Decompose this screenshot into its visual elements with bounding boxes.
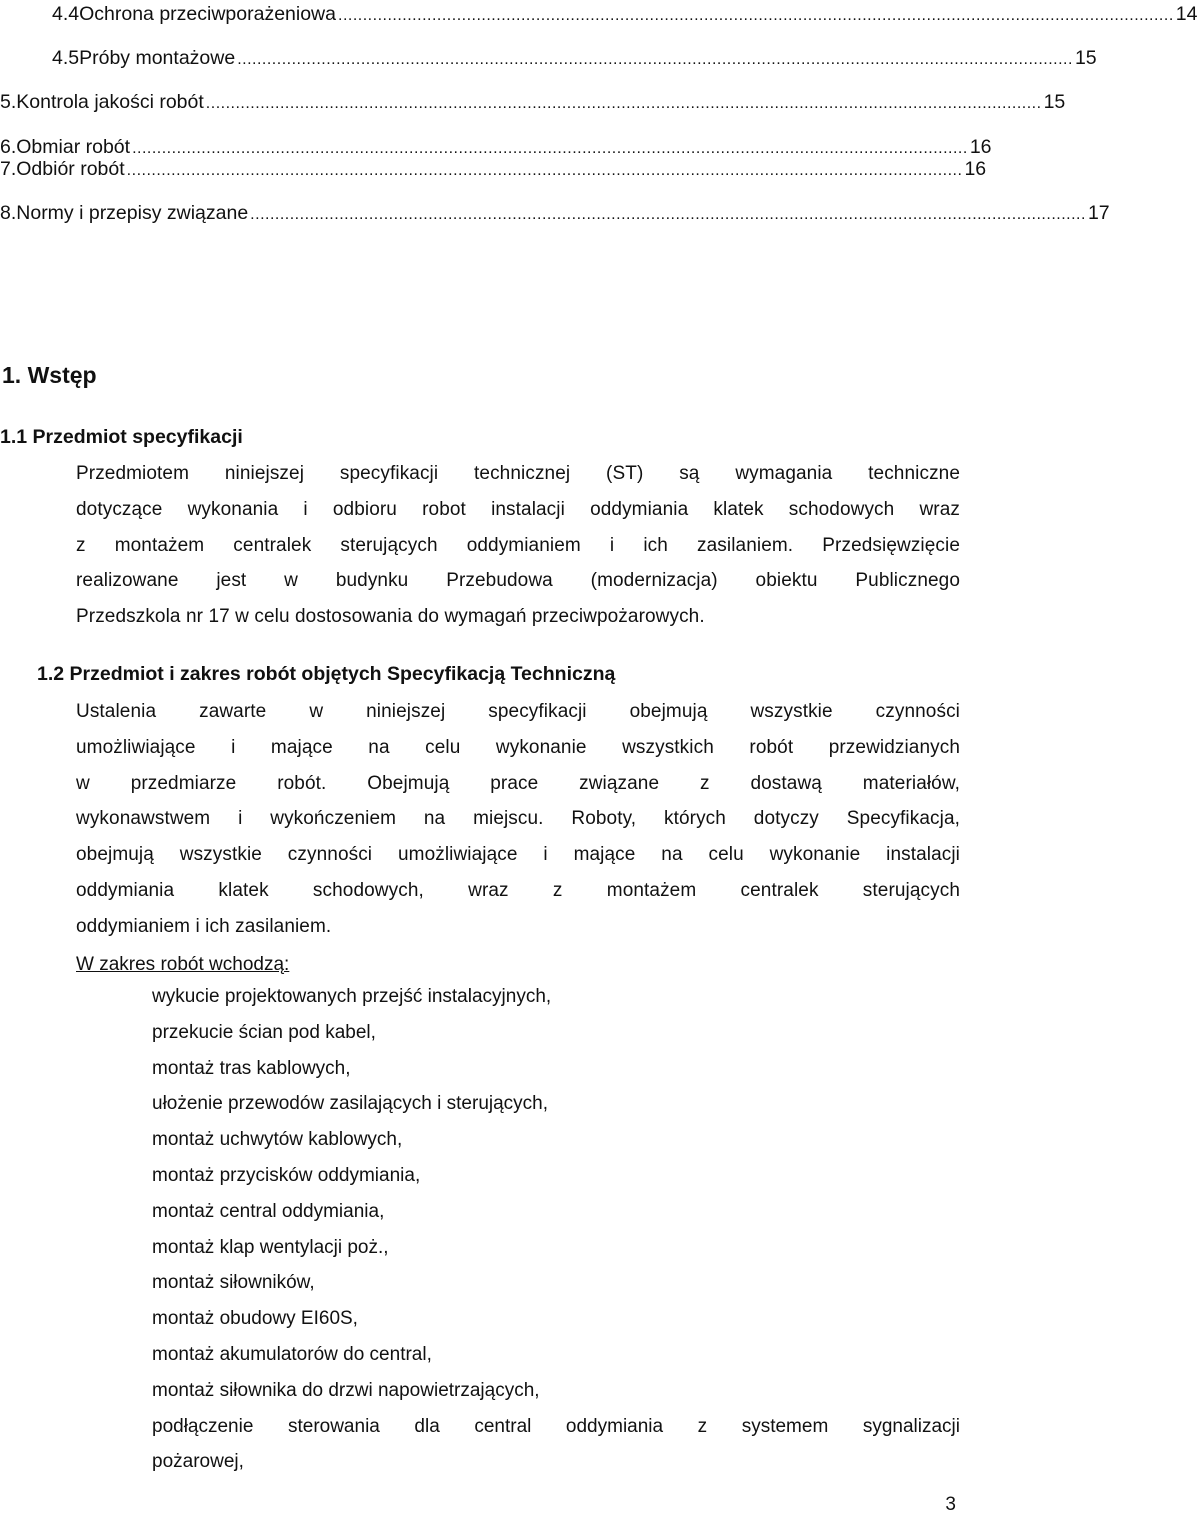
- toc-entry[interactable]: [0, 195, 1110, 231]
- paragraph-line: w przedmiarze robót. Obejmują prace związane z dostawą materiałów,: [76, 772, 960, 794]
- toc-entry-title: Próby montażowe: [79, 47, 236, 69]
- toc-entry[interactable]: [52, 0, 1197, 32]
- paragraph-line: realizowane jest w budynku Przebudowa (modernizacja) obiektu Publicznego: [76, 570, 960, 592]
- list-item: montaż central oddymiania,: [152, 1200, 385, 1222]
- paragraph-line: umożliwiające i mające na celu wykonanie wszystkich robót przewidzianych: [76, 736, 960, 758]
- toc-entry-title: Kontrola jakości robót: [16, 91, 204, 113]
- section-heading-1-2: 1.2 Przedmiot i zakres robót objętych Specyfikacją Techniczną: [37, 663, 616, 685]
- paragraph-line: obejmują wszystkie czynności umożliwiające i mające na celu wykonanie instalacji: [76, 844, 960, 866]
- toc-entry-page: 17: [1087, 202, 1110, 224]
- scope-list: [152, 979, 960, 1480]
- list-item: montaż tras kablowych,: [152, 1057, 351, 1079]
- list-item: montaż uchwytów kablowych,: [152, 1129, 403, 1151]
- toc-entry-title: Normy i przepisy związane: [16, 202, 249, 224]
- toc-entry-page: 16: [969, 136, 992, 158]
- toc-entry-number: 4.4: [52, 3, 80, 25]
- list-item: montaż obudowy EI60S,: [152, 1308, 358, 1330]
- toc-leader-dots: .........................................................................................................................................................................: [126, 162, 963, 179]
- section-heading-1-1: 1.1 Przedmiot specyfikacji: [0, 426, 243, 448]
- toc-entry-number: 7.: [0, 158, 17, 180]
- paragraph-specification-subject: [76, 456, 960, 635]
- toc-entry-page: 14: [1175, 3, 1197, 25]
- toc-entry-title: Obmiar robót: [16, 136, 131, 158]
- list-item: wykucie projektowanych przejść instalacyjnych,: [152, 986, 552, 1007]
- toc-entry-page: 15: [1043, 91, 1066, 113]
- paragraph-line: z montażem centralek sterujących oddymianiem i ich zasilaniem. Przedsięwzięcie: [76, 534, 960, 556]
- list-item: montaż klap wentylacji poż.,: [152, 1236, 389, 1258]
- toc-leader-dots: .........................................................................................................................................................................: [132, 140, 968, 157]
- toc-entry-page: 15: [1074, 47, 1097, 69]
- list-item: pożarowej,: [152, 1451, 244, 1473]
- paragraph-line: Ustalenia zawarte w niniejszej specyfikacji obejmują wszystkie czynności: [76, 701, 960, 722]
- toc-entry-number: 5.: [0, 91, 17, 113]
- toc-entry[interactable]: [0, 151, 987, 187]
- toc-entry[interactable]: [52, 40, 1097, 76]
- toc-leader-dots: .........................................................................................................................................................................: [237, 51, 1073, 68]
- paragraph-scope-of-works: [76, 694, 960, 945]
- paragraph-line: oddymianiem i ich zasilaniem.: [76, 915, 332, 937]
- toc-entry[interactable]: [0, 84, 1066, 120]
- list-item: montaż siłowników,: [152, 1272, 315, 1294]
- list-item: przekucie ścian pod kabel,: [152, 1021, 376, 1043]
- scope-list-label: W zakres robót wchodzą:: [76, 954, 290, 975]
- list-item: podłączenie sterowania dla central oddymiania z systemem sygnalizacji: [152, 1415, 960, 1437]
- toc-leader-dots: .........................................................................................................................................................................: [205, 95, 1042, 112]
- toc-leader-dots: .........................................................................................................................................................................: [338, 7, 1174, 24]
- paragraph-line: wykonawstwem i wykończeniem na miejscu. Roboty, których dotyczy Specyfikacja,: [76, 808, 960, 830]
- page-number: 3: [945, 1494, 956, 1515]
- toc-entry-number: 6.: [0, 136, 17, 158]
- toc-leader-dots: .........................................................................................................................................................................: [250, 206, 1086, 223]
- toc-entry-number: 4.5: [52, 47, 80, 69]
- section-heading-introduction: 1. Wstęp: [2, 362, 97, 388]
- list-item: montaż akumulatorów do central,: [152, 1343, 432, 1365]
- paragraph-line: Przedmiotem niniejszej specyfikacji technicznej (ST) są wymagania techniczne: [76, 463, 960, 484]
- paragraph-line: dotyczące wykonania i odbioru robot instalacji oddymiania klatek schodowych wraz: [76, 498, 960, 520]
- toc-entry-number: 8.: [0, 202, 17, 224]
- list-item: montaż siłownika do drzwi napowietrzających,: [152, 1379, 540, 1401]
- paragraph-line: Przedszkola nr 17 w celu dostosowania do wymagań przeciwpożarowych.: [76, 606, 705, 628]
- paragraph-line: oddymiania klatek schodowych, wraz z montażem centralek sterujących: [76, 879, 960, 901]
- toc-entry-title: Odbiór robót: [16, 158, 125, 180]
- list-item: ułożenie przewodów zasilających i sterujących,: [152, 1093, 549, 1115]
- toc-entry-title: Ochrona przeciwporażeniowa: [79, 3, 336, 25]
- list-item: montaż przycisków oddymiania,: [152, 1164, 421, 1186]
- toc-entry-page: 16: [964, 158, 987, 180]
